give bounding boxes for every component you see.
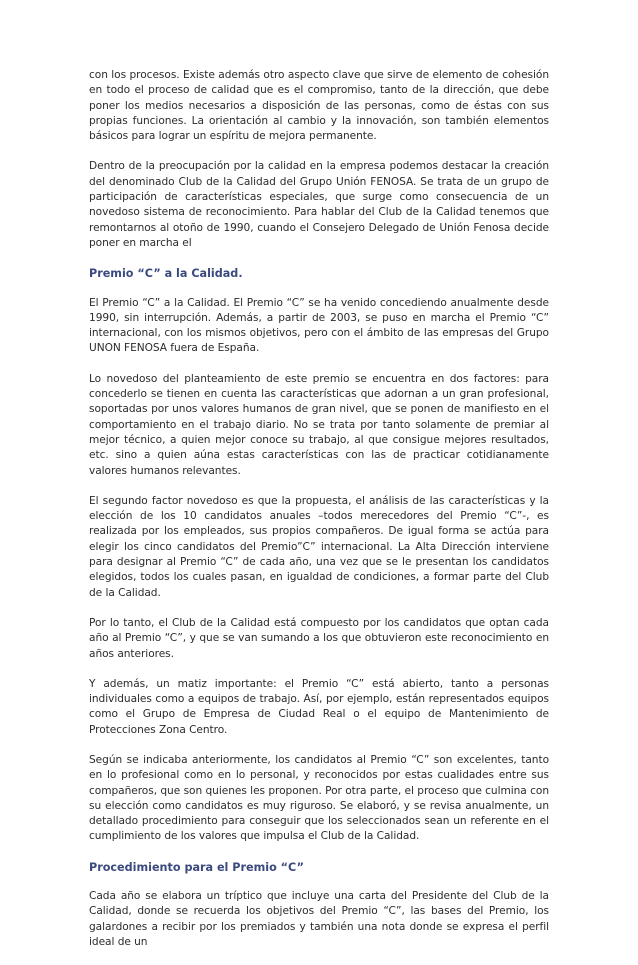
paragraph-club-calidad: Dentro de la preocupación por la calidad en la empresa podemos destacar la creación del denominado Club de la Calidad del Grupo Unión FENOSA. Se trata de un grupo de participación de características especiales, que surge como consecuencia de un novedoso sistema de reconocimiento. Para hablar del Club de la Calidad tenemos que remontarnos al otoño de 1990, cuando el Consejero Delegado de Unión Fenosa decide poner en marcha el xyxy=(89,160,549,249)
paragraph-cohesion: con los procesos. Existe además otro aspecto clave que sirve de elemento de cohesión en todo el proceso de calidad que es el compromiso, tanto de la dirección, que debe poner los medios necesarios a disposición de las personas, como de éstas con sus propias funciones. La orientación al cambio y la innovación, son también elementos básicos para lograr un espíritu de mejora permanente. xyxy=(89,69,549,143)
document-page xyxy=(89,68,549,965)
paragraph-premio-history: El Premio “C” a la Calidad. El Premio “C” se ha venido concediendo anualmente desde 1990, sin interrupción. Además, a partir de 2003, se puso en marcha el Premio “C” internacional, con los mismos objetivos, pero con el ámbito de las empresas del Grupo UNON FENOSA fuera de España. xyxy=(89,296,549,355)
paragraph-triptico: Cada año se elabora un tríptico que incluye una carta del Presidente del Club de la Calidad, donde se recuerda los objetivos del Premio “C”, las bases del Premio, los galardones a recibir por los premiados y también una nota donde se expresa el perfil ideal de un xyxy=(89,890,549,948)
heading-procedimiento: Procedimiento para el Premio “C” xyxy=(89,860,304,874)
paragraph-club-composition: Por lo tanto, el Club de la Calidad está compuesto por los candidatos que optan cada año al Premio “C”, y que se van sumando a los que obtuvieron este reconocimiento en años anteriores. xyxy=(89,616,549,660)
paragraph-candidates: Según se indicaba anteriormente, los candidatos al Premio “C” son excelentes, tanto en lo profesional como en lo personal, y reconocidos por estas cualidades entre sus compañeros, que son quienes les proponen. Por otra parte, el proceso que culmina con su elección como candidatos es muy riguroso. Se elaboró, y se revisa anualmente, un detallado procedimiento para conseguir que los seleccionados sean un referente en el cumplimiento de los valores que impulsa el Club de la Calidad. xyxy=(89,753,549,843)
heading-premio-c: Premio “C” a la Calidad. xyxy=(89,267,243,281)
paragraph-second-factor: El segundo factor novedoso es que la propuesta, el análisis de las características y la elección de los 10 candidatos anuales –todos merecedores del Premio “C”-, es realizada por los empleados, sus propios compañeros. De igual forma se actúa para elegir los cinco candidatos del Premio”C” internacional. La Alta Dirección interviene para designar al Premio “C” de cada año, una vez que se le presentan los candidatos elegidos, todos los cuales pasan, en igualdad de condiciones, a formar parte del Club de la Calidad. xyxy=(89,494,549,599)
paragraph-first-factor: Lo novedoso del planteamiento de este premio se encuentra en dos factores: para concederlo se tienen en cuenta las características que adornan a un gran profesional, soportadas por unos valores humanos de gran nivel, que se ponen de manifiesto en el comportamiento en el trabajo diario. No se trata por tanto solamente de premiar al mejor técnico, a quien mejor conoce su trabajo, al que consigue mejores resultados, etc. sino a quien aúna estas características con las de practicar cotidianamente valores humanos relevantes. xyxy=(89,372,549,477)
paragraph-open-award: Y además, un matiz importante: el Premio “C” está abierto, tanto a personas individuales como a equipos de trabajo. Así, por ejemplo, están representados equipos como el Grupo de Empresa de Ciudad Real o el equipo de Mantenimiento de Protecciones Zona Centro. xyxy=(89,677,549,736)
